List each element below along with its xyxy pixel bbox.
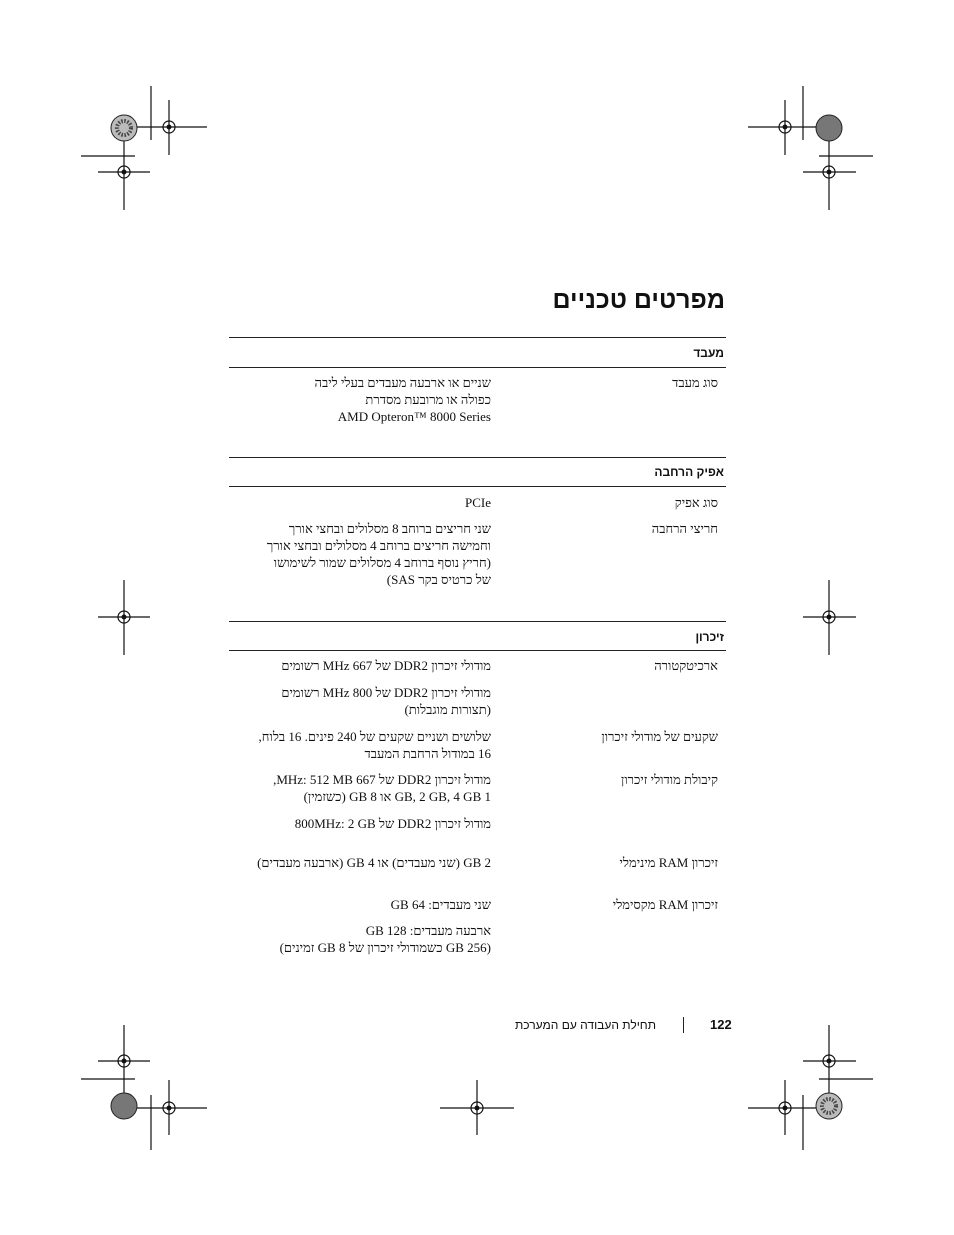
section-rule: [229, 337, 726, 338]
page-title: מפרטים טכניים: [552, 286, 725, 314]
spec-label: סוג אפיק: [674, 495, 718, 510]
spec-value: ארבעה מעבדים: 128 GB (256 GB כשמודולי זיכרון של 8 GB זמינים): [279, 923, 491, 955]
section-rule: [229, 457, 726, 458]
spec-value: שני מעבדים: 64 GB: [390, 897, 491, 912]
spec-label: קיבולת מודולי זיכרון: [621, 772, 718, 787]
section-title-expansion-bus: אפיק הרחבה: [654, 465, 724, 479]
spec-value: מודול זיכרון DDR2 של 667 MHz: 512 MB, 1 GB, 2 GB, 4 GB או 8 GB (כשזמין): [273, 772, 491, 804]
section-rule: [229, 367, 726, 368]
spec-value: מודול זיכרון DDR2 של 800MHz: 2 GB: [294, 816, 491, 831]
section-rule: [229, 621, 726, 622]
footer-chapter-title: תחילת העבודה עם המערכת: [515, 1018, 656, 1032]
spec-label: זיכרון RAM מינימלי: [619, 855, 718, 870]
spec-value: שניים או ארבעה מעבדים בעלי ליבה כפולה או מרובעת מסדרת AMD Opteron™ 8000 Series: [314, 375, 491, 424]
spec-value: 2 GB (שני מעבדים) או 4 GB (ארבעה מעבדים): [257, 855, 491, 870]
spec-value: שלושים ושניים שקעים של 240 פינים. 16 בלוח, 16 במודול הרחבת המעבד: [258, 729, 491, 761]
spec-label: שקעים של מודולי זיכרון: [601, 729, 718, 744]
section-title-memory: זיכרון: [695, 630, 724, 644]
footer-separator: [683, 1017, 684, 1033]
spec-value: PCIe: [465, 495, 491, 510]
section-rule: [229, 650, 726, 651]
spec-label: זיכרון RAM מקסימלי: [612, 897, 718, 912]
section-rule: [229, 486, 726, 487]
section-title-processor: מעבד: [693, 346, 724, 360]
spec-value: מודולי זיכרון DDR2 של 800 MHz רשומים (תצורות מוגבלות): [281, 685, 491, 717]
spec-value: מודולי זיכרון DDR2 של 667 MHz רשומים: [281, 658, 491, 673]
spec-value: שני חריצים ברוחב 8 מסלולים ובחצי אורך וחמישה חריצים ברוחב 4 מסלולים ובחצי אורך (חריץ נוסף ברוחב 4 מסלולים שמור לשימושו של כרטיס בקר SAS): [266, 521, 491, 587]
spec-label: ארכיטקטורה: [654, 658, 718, 673]
page-number: 122: [710, 1017, 732, 1032]
spec-label: סוג מעבד: [672, 375, 718, 390]
spec-label: חריצי הרחבה: [651, 521, 718, 536]
